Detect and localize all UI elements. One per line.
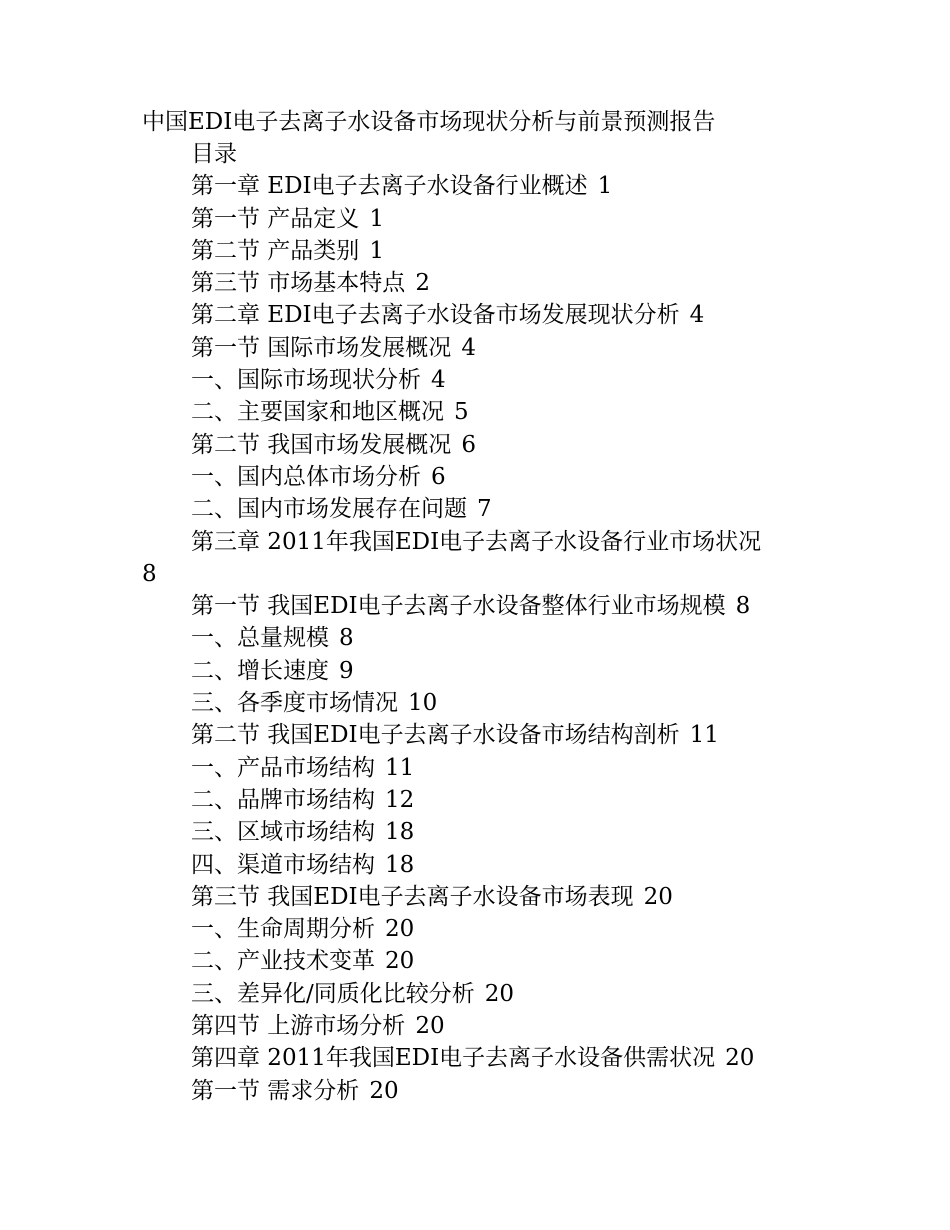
toc-entry-page: 9 (339, 657, 354, 684)
toc-entry-label: 二、国内市场发展存在问题 (191, 496, 467, 523)
toc-entry-page: 20 (385, 916, 415, 943)
toc-entry (142, 364, 822, 396)
toc-entry (142, 719, 822, 751)
toc-entry-page: 2 (415, 270, 430, 297)
toc-entry-label: 二、产业技术变革 (191, 948, 375, 975)
toc-entry-label: 第三节 市场基本特点 (191, 270, 406, 297)
toc-entry (142, 1075, 822, 1107)
toc-entry (142, 849, 822, 881)
toc-entry-page: 4 (461, 334, 476, 361)
toc-entry-label: 二、品牌市场结构 (191, 786, 375, 813)
toc-entry-label: 第二节 我国市场发展概况 (191, 431, 452, 458)
table-of-contents (142, 138, 822, 1107)
toc-entry-page: 8 (339, 625, 354, 652)
toc-entry-page: 1 (369, 205, 384, 232)
toc-entry (142, 1010, 822, 1042)
toc-entry (142, 622, 822, 654)
toc-entry-label: 三、差异化/同质化比较分析 (191, 980, 475, 1007)
toc-entry-page: 20 (415, 1013, 445, 1040)
toc-entry-label: 第一节 需求分析 (191, 1077, 360, 1104)
toc-entry-label: 四、渠道市场结构 (191, 851, 375, 878)
toc-entry (142, 687, 822, 719)
toc-entry-label: 二、增长速度 (191, 657, 329, 684)
toc-entry-label: 一、国际市场现状分析 (191, 367, 421, 394)
toc-entry (142, 913, 822, 945)
toc-entry-page: 20 (385, 948, 415, 975)
toc-entry (142, 752, 822, 784)
toc-entry (142, 590, 822, 622)
toc-entry-label: 三、区域市场结构 (191, 819, 375, 846)
toc-entry (142, 493, 822, 525)
toc-entry (142, 978, 822, 1010)
toc-entry-label: 第一章 EDI电子去离子水设备行业概述 (191, 173, 588, 200)
toc-entry-page: 11 (689, 722, 719, 749)
toc-entry-page: 6 (461, 431, 476, 458)
toc-entry-page: 8 (735, 593, 751, 620)
toc-entry (142, 655, 822, 687)
toc-entry-page: 7 (477, 496, 492, 523)
toc-entry-page: 10 (408, 690, 438, 717)
document-title: 中国EDI电子去离子水设备市场现状分析与前景预测报告 (142, 109, 716, 135)
toc-entry-page: 18 (385, 851, 415, 878)
toc-entry (142, 170, 822, 202)
toc-entry-page: 1 (597, 173, 613, 200)
toc-entry-page: 5 (454, 399, 469, 426)
toc-entry-page: 18 (385, 819, 415, 846)
toc-entry-label: 第四节 上游市场分析 (191, 1013, 406, 1040)
toc-entry-page: 1 (369, 237, 384, 264)
toc-entry-page: 4 (431, 367, 446, 394)
toc-entry (142, 526, 871, 591)
toc-entry-label: 第三节 我国EDI电子去离子水设备市场表现 (191, 883, 634, 910)
toc-heading: 目录 (191, 141, 237, 167)
toc-entry-label: 第二章 EDI电子去离子水设备市场发展现状分析 (191, 302, 680, 329)
toc-entry-label: 第一节 国际市场发展概况 (191, 334, 452, 361)
toc-entry (142, 461, 822, 493)
toc-entry (142, 332, 822, 364)
toc-entry-page: 20 (484, 980, 515, 1007)
toc-entry-page: 20 (369, 1077, 399, 1104)
toc-entry-page: 20 (725, 1045, 755, 1072)
toc-entry (142, 429, 822, 461)
toc-entry-page: 12 (385, 786, 415, 813)
toc-entry (142, 267, 822, 299)
toc-entry-label: 一、国内总体市场分析 (191, 463, 421, 490)
toc-entry (142, 299, 822, 331)
toc-entry-label: 第二节 我国EDI电子去离子水设备市场结构剖析 (191, 722, 680, 749)
toc-entry-label: 三、各季度市场情况 (191, 690, 398, 717)
toc-entry-page: 4 (689, 302, 705, 329)
toc-entry (142, 784, 822, 816)
toc-entry (142, 396, 822, 428)
toc-entry-page: 20 (643, 883, 673, 910)
toc-entry-label: 第一节 产品定义 (191, 205, 360, 232)
toc-entry (142, 945, 822, 977)
toc-entry-page: 6 (431, 463, 446, 490)
toc-entry (142, 816, 822, 848)
toc-entry-label: 第四章 2011年我国EDI电子去离子水设备供需状况 (191, 1045, 716, 1072)
toc-entry-label: 二、主要国家和地区概况 (191, 399, 444, 426)
toc-entry-label: 一、生命周期分析 (191, 916, 375, 943)
toc-entry-label: 一、总量规模 (191, 625, 329, 652)
toc-entry-label: 一、产品市场结构 (191, 754, 375, 781)
toc-entry (142, 203, 822, 235)
toc-entry (142, 881, 822, 913)
toc-entry-label: 第三章 2011年我国EDI电子去离子水设备行业市场状况 (191, 528, 762, 555)
toc-entry-page: 8 (142, 560, 157, 587)
toc-entry (142, 1042, 822, 1074)
toc-entry-label: 第二节 产品类别 (191, 237, 360, 264)
toc-entry-page: 11 (385, 754, 415, 781)
toc-entry (142, 235, 822, 267)
toc-entry-label: 第一节 我国EDI电子去离子水设备整体行业市场规模 (191, 593, 726, 620)
